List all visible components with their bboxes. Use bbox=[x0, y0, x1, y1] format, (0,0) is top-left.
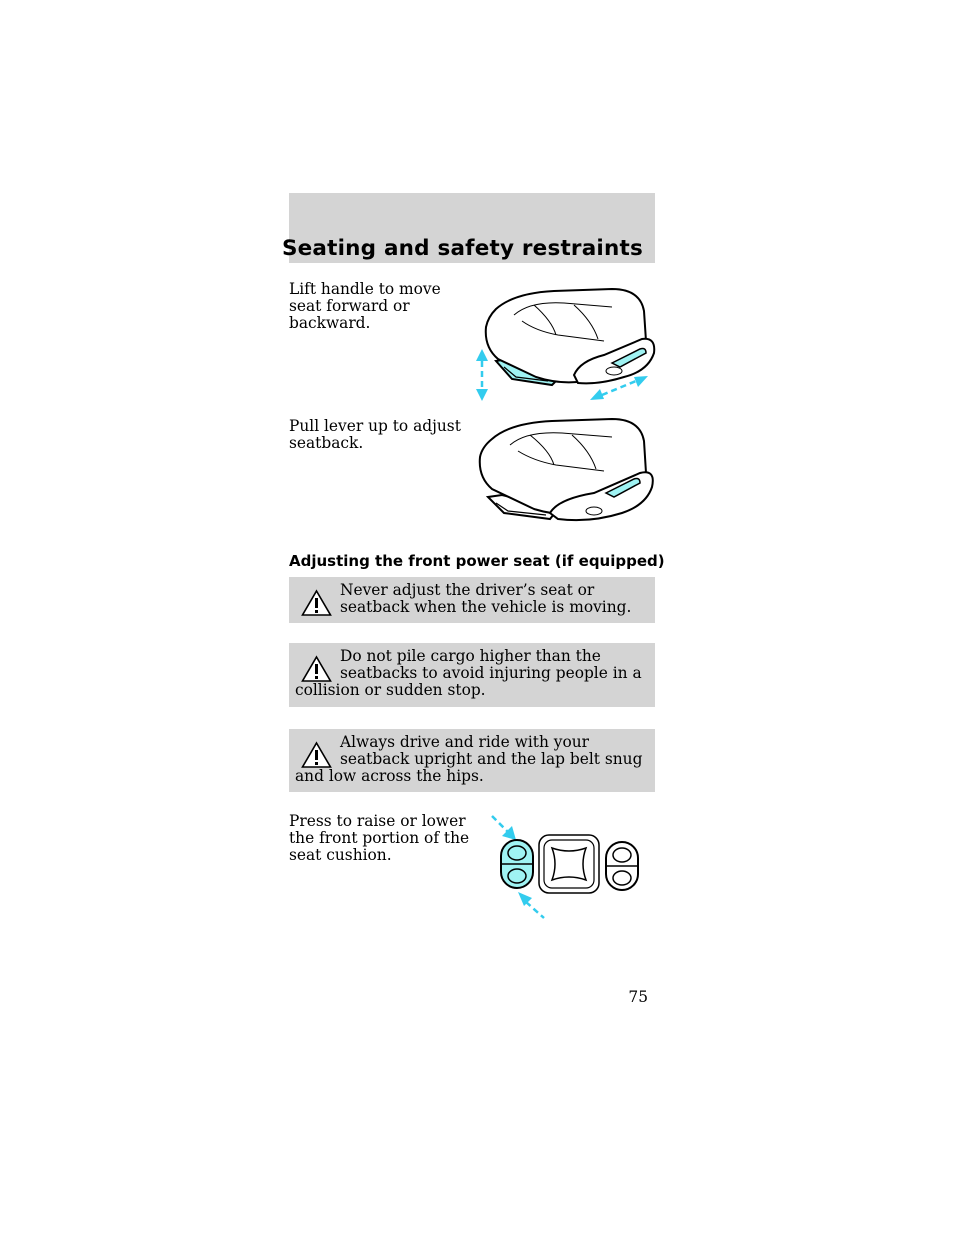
warning-box bbox=[289, 643, 655, 707]
page-number: 75 bbox=[628, 988, 648, 1006]
seatback-lever-illustration bbox=[474, 415, 658, 533]
section-header bbox=[281, 193, 655, 263]
instruction-power-seat: Press to raise or lower the front portion of the seat cushion. bbox=[289, 812, 470, 864]
section-heading: Adjusting the front power seat (if equipped) bbox=[289, 552, 665, 570]
warning-text: Never adjust the driver’s seat or seatback when the vehicle is moving. bbox=[340, 581, 632, 616]
warning-text: Do not pile cargo higher than the seatbacks to avoid injuring people in a collision or sudden stop. bbox=[295, 647, 642, 699]
warning-box bbox=[289, 577, 655, 623]
instruction-seat-track: Lift handle to move seat forward or backward. bbox=[289, 280, 441, 332]
warning-box bbox=[289, 729, 655, 792]
instruction-seatback: Pull lever up to adjust seatback. bbox=[289, 417, 461, 452]
seat-track-illustration bbox=[474, 281, 658, 405]
power-seat-controls-illustration bbox=[488, 812, 648, 922]
warning-text: Always drive and ride with your seatback upright and the lap belt snug and low across the hips. bbox=[295, 733, 643, 785]
section-title: Seating and safety restraints bbox=[281, 236, 643, 261]
